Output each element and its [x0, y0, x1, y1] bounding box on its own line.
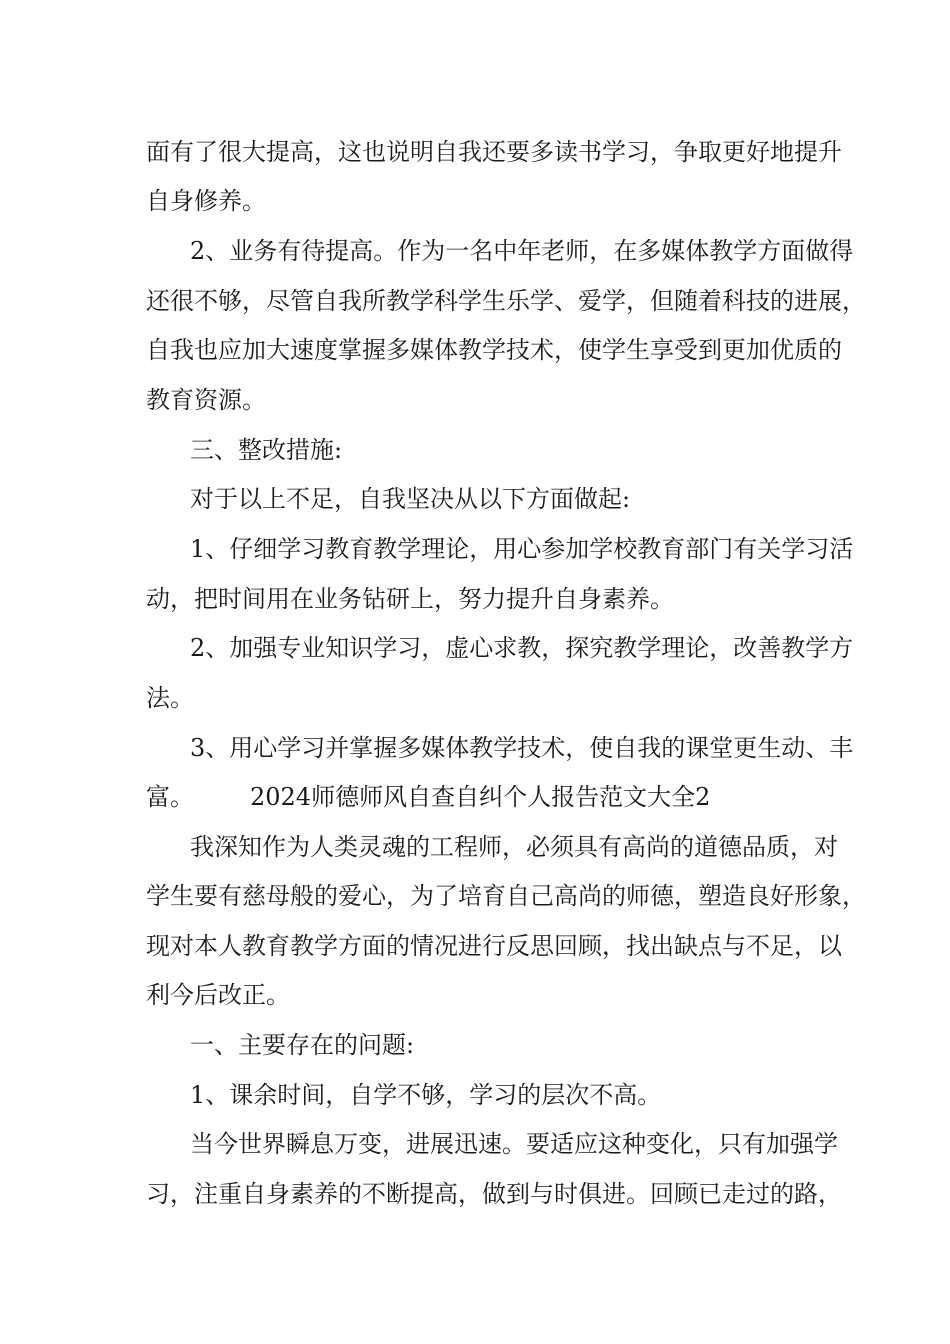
section-heading: 三、整改措施:	[190, 436, 343, 464]
article-title: 2024师德师风自查自纠个人报告范文大全2	[250, 783, 711, 811]
paragraph-line: 学生要有慈母般的爱心，为了培育自己高尚的师德，塑造良好形象，	[146, 882, 866, 910]
paragraph-line: 自我也应加大速度掌握多媒体教学技术，使学生享受到更加优质的	[146, 336, 842, 364]
paragraph-line: 1、仔细学习教育教学理论，用心参加学校教育部门有关学习活	[190, 535, 854, 563]
paragraph-line: 对于以上不足，自我坚决从以下方面做起:	[190, 485, 631, 513]
paragraph-line: 1、课余时间，自学不够，学习的层次不高。	[190, 1081, 662, 1109]
paragraph-line: 我深知作为人类灵魂的工程师，必须具有高尚的道德品质，对	[190, 833, 838, 861]
paragraph-line: 2、加强专业知识学习，虚心求教，探究教学理论，改善教学方	[190, 634, 854, 662]
paragraph-line: 2、业务有待提高。作为一名中年老师，在多媒体教学方面做得	[190, 237, 854, 265]
paragraph-line: 法。	[146, 684, 194, 712]
paragraph-line	[146, 779, 710, 815]
paragraph-line-end: 富。	[146, 783, 194, 811]
paragraph-line: 教育资源。	[146, 386, 266, 414]
paragraph-line: 自身修养。	[146, 187, 266, 215]
paragraph-line: 当今世界瞬息万变，进展迅速。要适应这种变化，只有加强学	[190, 1130, 838, 1158]
paragraph-line: 还很不够，尽管自我所教学科学生乐学、爱学，但随着科技的进展，	[146, 287, 866, 315]
paragraph-line: 习，注重自身素养的不断提高，做到与时俱进。回顾已走过的路，	[146, 1180, 842, 1208]
paragraph-line: 动，把时间用在业务钻研上，努力提升自身素养。	[146, 585, 674, 613]
paragraph-line: 3、用心学习并掌握多媒体教学技术，使自我的课堂更生动、丰	[190, 734, 854, 762]
section-heading: 一、主要存在的问题:	[190, 1031, 415, 1059]
paragraph-line: 利今后改正。	[146, 981, 290, 1009]
paragraph-line: 面有了很大提高，这也说明自我还要多读书学习，争取更好地提升	[146, 138, 842, 166]
paragraph-line: 现对本人教育教学方面的情况进行反思回顾，找出缺点与不足，以	[146, 932, 842, 960]
